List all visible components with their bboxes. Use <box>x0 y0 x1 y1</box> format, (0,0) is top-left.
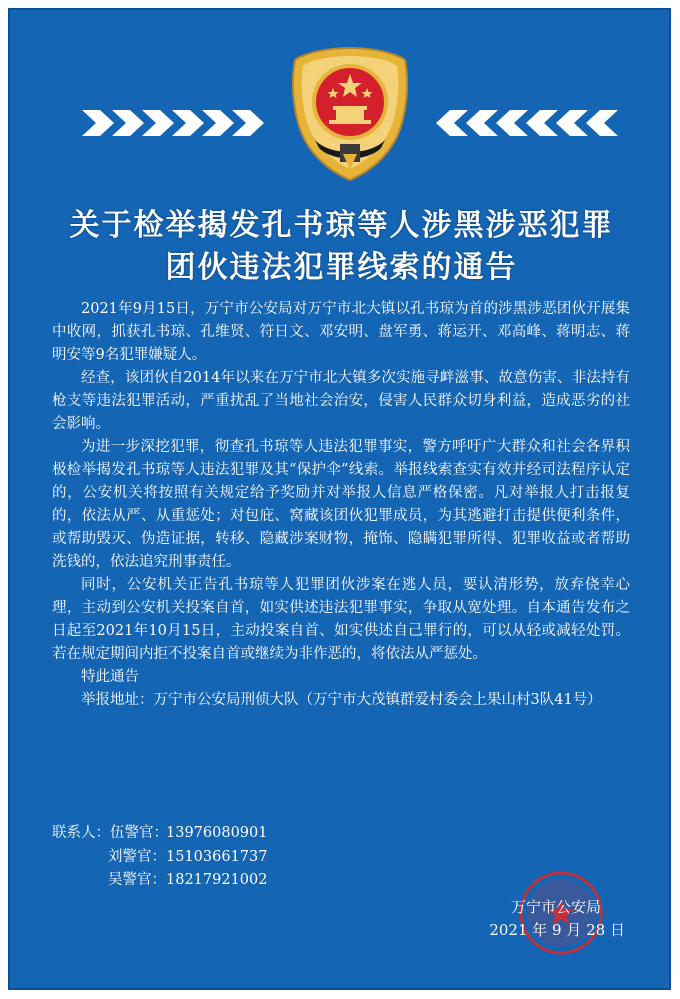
contact-row <box>52 822 267 846</box>
contact-phone: 18217921002 <box>166 872 268 888</box>
notice-body <box>52 298 630 712</box>
contact-phone: 15103661737 <box>166 848 268 865</box>
notice-poster <box>8 8 671 990</box>
signature-org: 万宁市公安局 <box>510 898 601 916</box>
contact-name: 刘警官： <box>108 848 166 865</box>
contact-row <box>52 846 267 870</box>
police-emblem-icon <box>285 44 415 184</box>
contact-label: 联系人：伍警官： <box>52 825 168 841</box>
paragraph-closing: 特此通告 <box>81 669 139 685</box>
chevron-arrows-right-icon <box>430 106 620 140</box>
contact-name: 吴警官： <box>108 872 166 888</box>
chevron-arrows-left-icon <box>80 106 270 140</box>
title-line-1: 关于检举揭发孔书琼等人涉黑涉恶犯罪 <box>69 208 614 243</box>
paragraph-appeal: 为进一步深挖犯罪，彻查孔书琼等人违法犯罪事实，警方呼吁广大群众和社会各界积极检举揭发孔书琼等人违法犯罪及其“保护伞”线索。举报线索查实有效并经司法程序认定的，公安机关将按照有关规定给予奖励并对举报人信息严格保密。凡对举报人打击报复的，依法从严、从重惩处；对包庇、窝藏该团伙犯罪成员，为其逃避打击提供便利条件，或帮助毁灭、伪造证据，转移、隐藏涉案财物，掩饰、隐瞒犯罪所得、犯罪收益或者帮助洗钱的，依法追究刑事责任。 <box>52 439 630 570</box>
contact-phone: 13976080901 <box>166 825 268 841</box>
paragraph-investigation: 经查，该团伙自2014年以来在万宁市北大镇多次实施寻衅滋事、故意伤害、非法持有枪支等违法犯罪活动，严重扰乱了当地社会治安，侵害人民群众切身利益，造成恶劣的社会影响。 <box>52 370 630 432</box>
paragraph-warning: 同时，公安机关正告孔书琼等人犯罪团伙涉案在逃人员，要认清形势，放弃侥幸心理，主动到公安机关投案自首，如实供述违法犯罪事实，争取从宽处理。自本通告发布之日起至2021年10月15日，主动投案自首、如实供述自己罪行的，可以从轻或减轻处罚。若在规定期间内拒不投案自首或继续为非作恶的，将依法从严惩处。 <box>52 577 630 662</box>
contact-row <box>52 869 267 893</box>
paragraph-report-address: 举报地址：万宁市公安局刑侦大队（万宁市大茂镇群爱村委会上果山村3队41号） <box>81 692 602 708</box>
contact-list <box>52 822 267 893</box>
signature-date: 2021 年 9 月 28 日 <box>489 921 625 939</box>
title-line-2: 团伙违法犯罪线索的通告 <box>165 250 518 285</box>
paragraph-arrest: 2021年9月15日，万宁市公安局对万宁市北大镇以孔书琼为首的涉黑涉恶团伙开展集中收网，抓获孔书琼、孔维贤、符日文、邓安明、盘军勇、蒋运开、邓高峰、蒋明志、蒋明安等9名犯罪嫌疑人。 <box>52 301 630 363</box>
signature-block <box>489 896 625 942</box>
